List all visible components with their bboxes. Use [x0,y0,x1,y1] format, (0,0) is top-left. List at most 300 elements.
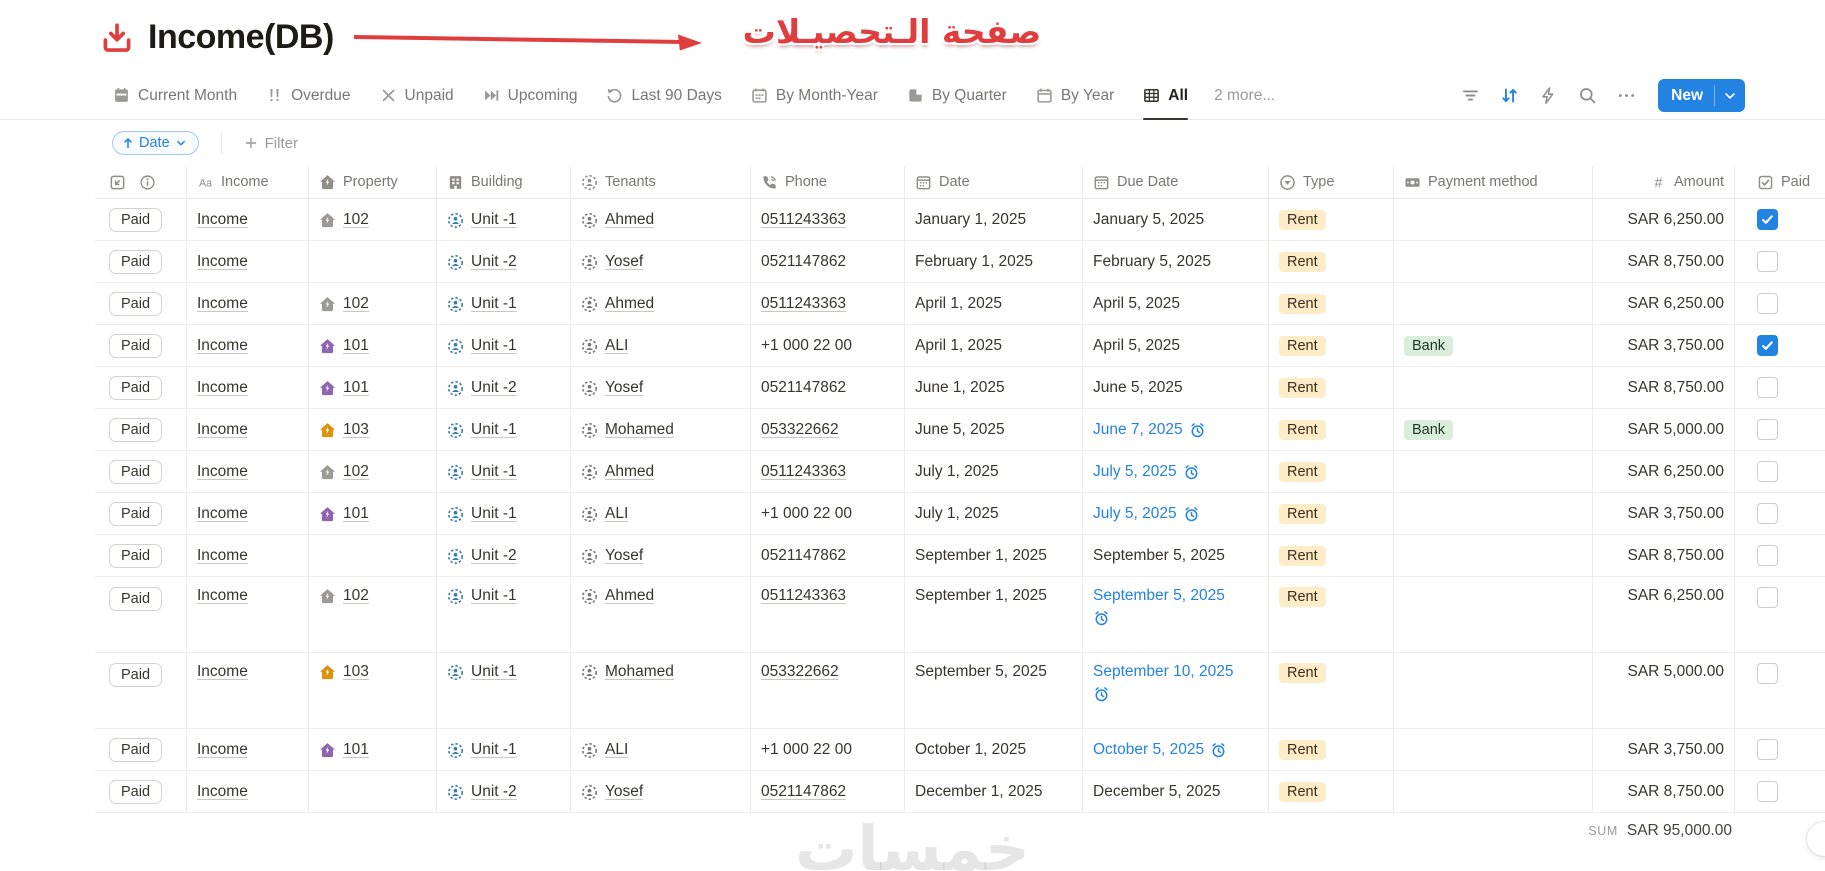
income-page-link[interactable]: Income [197,294,248,312]
table-cell [904,409,1082,450]
column-header-amount[interactable] [1592,166,1734,198]
table-cell [1268,535,1393,576]
phone-value[interactable]: 0521147862 [761,378,847,396]
table-cell [308,451,436,492]
table-cell [308,367,436,408]
search-icon[interactable] [1578,86,1597,105]
clock-icon [1183,506,1200,523]
property-link[interactable]: 102 [343,210,369,228]
table-cell [904,199,1082,240]
table-cell [1268,493,1393,534]
column-header-property[interactable] [308,166,436,198]
table-cell [1592,493,1734,534]
table-cell [750,409,904,450]
table-cell [1268,367,1393,408]
type-chip[interactable]: Rent [1279,587,1326,607]
type-chip[interactable]: Rent [1279,663,1326,683]
arrow-up-icon [121,136,135,150]
paid-checkbox[interactable] [1757,377,1778,398]
building-link[interactable]: Unit -1 [471,210,517,228]
tenant-link[interactable]: Mohamed [605,663,674,680]
clock-icon [1189,422,1206,439]
phone-value[interactable]: 0511243363 [761,210,847,228]
property-link[interactable]: 101 [343,740,369,758]
paid-action-button[interactable]: Paid [109,587,162,611]
due-date-value [1093,783,1221,801]
house-icon [319,664,336,681]
hash-icon [1650,174,1667,191]
view-tab-label: By Quarter [931,86,1007,104]
view-tab-upcoming[interactable] [483,72,578,119]
calendar-outline-icon [915,174,932,191]
view-tab-by-quarter[interactable] [907,72,1007,119]
due-date-text: July 5, 2025 [1093,462,1177,480]
column-header-due[interactable] [1082,166,1268,198]
view-tab-unpaid[interactable] [380,72,454,119]
paid-checkbox[interactable] [1757,419,1778,440]
table-cell [904,771,1082,812]
paid-checkbox[interactable] [1757,335,1778,356]
property-link[interactable]: 101 [343,504,369,522]
table-cell [1268,199,1393,240]
amount-value: SAR 8,750.00 [1627,546,1724,564]
income-page-link[interactable]: Income [197,663,248,680]
payment-icon [1404,174,1421,191]
table-row [95,409,1825,451]
paid-checkbox[interactable] [1757,461,1778,482]
table-cell [750,729,904,770]
type-chip[interactable]: Rent [1279,504,1326,524]
table-cell [1734,535,1825,576]
table-cell [1082,771,1268,812]
income-page-link[interactable]: Income [197,336,248,354]
person-circle-icon [581,174,598,191]
sum-label[interactable]: SUM [1588,824,1618,838]
table-cell [570,325,750,366]
paid-action-button[interactable]: Paid [109,738,162,762]
phone-value[interactable]: +1 000 22 00 [761,504,852,522]
column-header-label: Property [343,174,398,190]
phone-value[interactable]: 053322662 [761,663,839,680]
payment-method-chip[interactable]: Bank [1404,336,1453,356]
table-cell [436,535,570,576]
type-chip[interactable]: Rent [1279,462,1326,482]
new-button-label: New [1671,86,1703,104]
table-cell [750,451,904,492]
paid-action-button[interactable]: Paid [109,208,162,232]
income-page-link[interactable]: Income [197,210,248,228]
table-cell [750,653,904,728]
column-header-type[interactable] [1268,166,1393,198]
person-circle-icon [447,254,464,271]
type-chip[interactable]: Rent [1279,378,1326,398]
due-date-text: October 5, 2025 [1093,740,1205,758]
add-filter-button[interactable] [244,135,298,152]
double-exclamation-icon [266,87,283,104]
person-circle-icon [581,506,598,523]
phone-value[interactable]: 0511243363 [761,294,847,312]
view-tab-current-month[interactable] [113,72,237,119]
history-icon [606,87,623,104]
type-chip[interactable]: Rent [1279,782,1326,802]
table-cell [750,367,904,408]
building-icon [447,174,464,191]
type-chip[interactable]: Rent [1279,252,1326,272]
table-cell [1393,729,1592,770]
building-link[interactable]: Unit -1 [471,294,517,312]
column-header-label: Type [1303,174,1335,190]
income-page-link[interactable]: Income [197,420,248,438]
chevron-down-icon [1723,89,1737,103]
building-link[interactable]: Unit -2 [471,252,517,270]
clock-icon [1093,686,1110,703]
table-cell [750,535,904,576]
income-table [95,166,1825,813]
table-cell [186,409,308,450]
paid-action-button[interactable]: Paid [109,544,162,568]
table-cell [1393,771,1592,812]
table-cell [1393,577,1592,652]
table-row [95,325,1825,367]
filter-icon[interactable] [1461,86,1480,105]
view-tab-overdue[interactable] [266,72,350,119]
table-cell [570,409,750,450]
tenant-link[interactable]: Yosef [605,378,644,396]
building-link[interactable]: Unit -1 [471,336,517,354]
view-tab-label: Current Month [138,86,238,104]
building-link[interactable]: Unit -1 [471,740,517,758]
income-page-link[interactable]: Income [197,378,248,396]
table-cell [1393,493,1592,534]
view-tab-label: All [1168,86,1189,104]
column-header-payment[interactable] [1393,166,1592,198]
table-cell [904,367,1082,408]
ellipsis-icon[interactable] [1617,86,1636,105]
building-link[interactable]: Unit -1 [471,504,517,522]
table-cell [570,493,750,534]
table-row [95,199,1825,241]
tenant-link[interactable]: Ahmed [605,294,655,312]
table-cell [1734,325,1825,366]
income-page-link[interactable]: Income [197,504,248,522]
clock-icon [1183,464,1200,481]
table-cell [95,241,186,282]
table-cell [436,199,570,240]
table-cell [95,771,186,812]
table-cell [1268,325,1393,366]
column-header-phone[interactable] [750,166,904,198]
building-link[interactable]: Unit -2 [471,546,517,564]
table-cell [1592,325,1734,366]
table-cell [1393,199,1592,240]
column-header-date[interactable] [904,166,1082,198]
table-cell [95,325,186,366]
paid-checkbox[interactable] [1757,545,1778,566]
person-circle-icon [447,464,464,481]
due-date-text: April 5, 2025 [1093,336,1181,354]
person-circle-icon [581,422,598,439]
building-link[interactable]: Unit -2 [471,378,517,396]
table-body [95,199,1825,813]
type-chip[interactable]: Rent [1279,210,1326,230]
amount-value: SAR 3,750.00 [1627,504,1724,522]
person-circle-icon [447,296,464,313]
income-page-link[interactable]: Income [197,782,248,800]
tenant-link[interactable]: ALI [605,740,629,758]
table-cell [436,653,570,728]
table-cell [1268,241,1393,282]
view-tab-label: Unpaid [404,86,454,104]
new-button-chevron[interactable] [1715,79,1745,112]
paid-action-button[interactable]: Paid [109,502,162,526]
table-cell [570,283,750,324]
table-cell [570,577,750,652]
paid-checkbox[interactable] [1757,251,1778,272]
phone-value[interactable]: +1 000 22 00 [761,336,852,354]
column-header-building[interactable] [436,166,570,198]
download-icon [100,21,134,55]
view-tab-label: Upcoming [507,86,578,104]
paid-action-button[interactable]: Paid [109,292,162,316]
building-link[interactable]: Unit -2 [471,782,517,800]
tenant-link[interactable]: Ahmed [605,587,655,604]
property-link[interactable]: 102 [343,294,369,312]
income-page-link[interactable]: Income [197,740,248,758]
date-value: July 1, 2025 [915,504,999,522]
table-row [95,451,1825,493]
table-cell [570,653,750,728]
table-cell [1734,577,1825,652]
paid-checkbox[interactable] [1757,587,1778,608]
table-cell [1082,451,1268,492]
type-chip[interactable]: Rent [1279,546,1326,566]
amount-value: SAR 8,750.00 [1627,782,1724,800]
person-circle-icon [447,548,464,565]
property-link[interactable]: 101 [343,378,369,396]
table-cell [1393,653,1592,728]
date-value: February 1, 2025 [915,252,1034,270]
table-cell [186,653,308,728]
paid-action-button[interactable]: Paid [109,334,162,358]
plus-icon [244,136,258,150]
due-date-value [1093,587,1225,627]
table-cell [1734,493,1825,534]
sort-icon[interactable] [1500,86,1519,105]
property-link[interactable]: 103 [343,663,369,680]
house-icon [319,338,336,355]
table-cell [95,653,186,728]
tenant-link[interactable]: ALI [605,504,629,522]
due-date-value [1093,337,1180,355]
table-cell [1592,283,1734,324]
income-page-link[interactable]: Income [197,462,248,480]
table-cell [1082,535,1268,576]
calendar-solid-icon [113,87,130,104]
income-page-link[interactable]: Income [197,252,248,270]
tenant-link[interactable]: Yosef [605,782,644,800]
paid-checkbox[interactable] [1757,663,1778,684]
amount-value: SAR 3,750.00 [1627,336,1724,354]
column-header-label: Due Date [1117,174,1179,190]
table-cell [1082,729,1268,770]
due-date-text: February 5, 2025 [1093,252,1212,270]
view-tab-by-year[interactable] [1036,72,1114,119]
calendar-icon [1036,87,1053,104]
table-cell [436,729,570,770]
table-cell [95,535,186,576]
date-value: September 1, 2025 [915,546,1047,564]
person-circle-icon [581,464,598,481]
table-row [95,241,1825,283]
table-cell [308,577,436,652]
table-cell [750,577,904,652]
paid-action-button[interactable]: Paid [109,250,162,274]
phone-value[interactable]: +1 000 22 00 [761,740,852,758]
clock-icon [1210,742,1227,759]
table-row [95,493,1825,535]
table-cell [1393,283,1592,324]
table-cell [1592,653,1734,728]
paid-action-button[interactable]: Paid [109,780,162,804]
table-row [95,653,1825,729]
phone-value[interactable]: 0521147862 [761,546,847,564]
table-cell [95,451,186,492]
table-cell [1082,325,1268,366]
table-cell [308,535,436,576]
tenant-link[interactable]: Yosef [605,546,644,564]
income-page-link[interactable]: Income [197,587,248,604]
table-cell [1082,577,1268,652]
table-cell [436,409,570,450]
date-value: January 1, 2025 [915,210,1027,228]
property-link[interactable]: 102 [343,462,369,480]
sort-chip-date[interactable] [112,131,199,155]
house-icon [319,174,336,191]
house-icon [319,212,336,229]
view-tab-last-90-days[interactable] [606,72,721,119]
date-value: December 1, 2025 [915,782,1043,800]
phone-value[interactable]: 0521147862 [761,252,847,270]
property-link[interactable]: 102 [343,587,369,604]
due-date-text: September 5, 2025 [1093,546,1225,564]
text-icon [197,174,214,191]
house-icon [319,506,336,523]
type-chip[interactable]: Rent [1279,336,1326,356]
paid-checkbox[interactable] [1757,209,1778,230]
table-cell [186,367,308,408]
table-header-row [95,166,1825,199]
table-cell [570,241,750,282]
paid-checkbox[interactable] [1757,503,1778,524]
building-link[interactable]: Unit -1 [471,462,517,480]
table-cell [1082,493,1268,534]
date-value: July 1, 2025 [915,462,999,480]
tenant-link[interactable]: Ahmed [605,210,655,228]
house-icon [319,588,336,605]
house-icon [319,742,336,759]
paid-checkbox[interactable] [1757,293,1778,314]
calendar-outline-icon [1093,174,1110,191]
table-cell [1393,409,1592,450]
phone-value[interactable]: 0511243363 [761,462,847,480]
table-cell [95,283,186,324]
payment-method-chip[interactable]: Bank [1404,420,1453,440]
database-toolbar [1461,72,1745,119]
table-cell [1082,409,1268,450]
date-value: April 1, 2025 [915,336,1003,354]
due-date-value [1093,741,1227,759]
property-link[interactable]: 103 [343,420,369,438]
lightning-icon[interactable] [1539,86,1558,105]
building-link[interactable]: Unit -1 [471,420,517,438]
tenant-link[interactable]: Ahmed [605,462,655,480]
phone-value[interactable]: 0511243363 [761,587,847,604]
paid-checkbox[interactable] [1757,781,1778,802]
table-cell [1734,367,1825,408]
table-cell [436,367,570,408]
table-cell [570,729,750,770]
income-page-link[interactable]: Income [197,546,248,564]
page-title: Income(DB) [148,18,334,56]
sort-chip-label: Date [139,135,170,151]
tenant-link[interactable]: ALI [605,336,629,354]
paid-action-button[interactable]: Paid [109,418,162,442]
person-circle-icon [581,588,598,605]
table-cell [750,325,904,366]
table-cell [186,577,308,652]
tenant-link[interactable]: Yosef [605,252,644,270]
view-tabs [113,72,1188,119]
person-circle-icon [581,784,598,801]
table-cell [1393,241,1592,282]
more-views-button[interactable]: 2 more... [1214,86,1276,104]
view-tab-by-month-year[interactable] [751,72,878,119]
table-cell [186,771,308,812]
type-chip[interactable]: Rent [1279,420,1326,440]
type-chip[interactable]: Rent [1279,294,1326,314]
column-header-gutter[interactable] [95,166,186,198]
date-value: June 1, 2025 [915,378,1005,396]
table-cell [1734,451,1825,492]
table-cell [1393,535,1592,576]
building-link[interactable]: Unit -1 [471,663,517,680]
paid-checkbox[interactable] [1757,739,1778,760]
table-cell [570,771,750,812]
column-header-income[interactable] [186,166,308,198]
column-header-tenants[interactable] [570,166,750,198]
table-cell [570,535,750,576]
table-cell [750,771,904,812]
table-cell [186,199,308,240]
phone-value[interactable]: 053322662 [761,420,839,438]
building-link[interactable]: Unit -1 [471,587,517,604]
table-cell [1268,283,1393,324]
tenant-link[interactable]: Mohamed [605,420,674,438]
column-header-label: Phone [785,174,827,190]
property-link[interactable]: 101 [343,336,369,354]
view-tab-all[interactable] [1143,72,1188,119]
table-cell [308,409,436,450]
type-chip[interactable]: Rent [1279,740,1326,760]
column-header-paid[interactable] [1734,166,1825,198]
amount-value: SAR 6,250.00 [1627,587,1724,604]
paid-action-button[interactable]: Paid [109,460,162,484]
new-button[interactable] [1658,79,1745,112]
paid-action-button[interactable]: Paid [109,663,162,687]
phone-value[interactable]: 0521147862 [761,782,847,800]
table-cell [1734,409,1825,450]
paid-action-button[interactable]: Paid [109,376,162,400]
